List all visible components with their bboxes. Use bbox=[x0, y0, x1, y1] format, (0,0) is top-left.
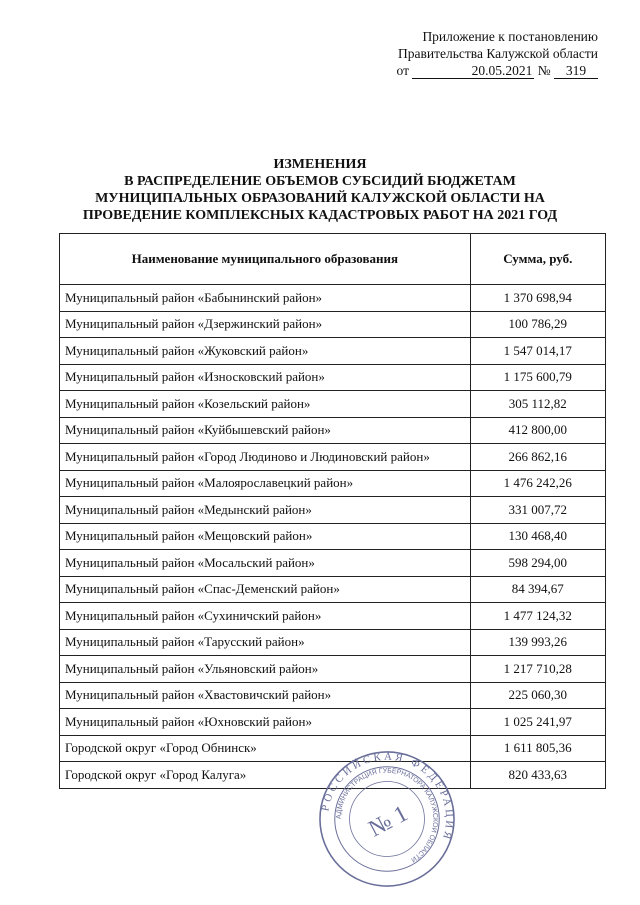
table-row bbox=[60, 285, 606, 312]
municipality-name: Городской округ «Город Обнинск» bbox=[60, 735, 471, 762]
seal-outer-text: РОССИЙСКАЯ ФЕДЕРАЦИЯ bbox=[319, 750, 456, 844]
subsidy-amount: 598 294,00 bbox=[470, 550, 605, 577]
appendix-line-2: Правительства Калужской области bbox=[397, 46, 598, 61]
table-row bbox=[60, 709, 606, 736]
title-line-4: ПРОВЕДЕНИЕ КОМПЛЕКСНЫХ КАДАСТРОВЫХ РАБОТ НА 2021 ГОД bbox=[82, 208, 558, 223]
subsidy-amount: 1 547 014,17 bbox=[470, 338, 605, 365]
number-label: № bbox=[537, 63, 551, 78]
subsidy-amount: 130 468,40 bbox=[470, 523, 605, 550]
document-title bbox=[0, 156, 640, 224]
municipality-name: Муниципальный район «Спас-Деменский район» bbox=[60, 576, 471, 603]
decree-number: 319 bbox=[554, 64, 598, 79]
table-row bbox=[60, 656, 606, 683]
title-line-1: ИЗМЕНЕНИЯ bbox=[273, 157, 367, 172]
table-row bbox=[60, 576, 606, 603]
subsidy-table bbox=[59, 233, 606, 789]
municipality-name: Муниципальный район «Износковский район» bbox=[60, 364, 471, 391]
subsidy-amount: 1 611 805,36 bbox=[470, 735, 605, 762]
municipality-name: Муниципальный район «Дзержинский район» bbox=[60, 311, 471, 338]
table-row bbox=[60, 603, 606, 630]
appendix-header bbox=[397, 28, 599, 79]
table-body bbox=[60, 285, 606, 789]
table-row bbox=[60, 550, 606, 577]
title-line-2: В РАСПРЕДЕЛЕНИЕ ОБЪЕМОВ СУБСИДИЙ БЮДЖЕТАМ bbox=[124, 174, 516, 189]
appendix-line-1: Приложение к постановлению bbox=[422, 29, 598, 44]
municipality-name: Муниципальный район «Тарусский район» bbox=[60, 629, 471, 656]
from-label: от bbox=[396, 63, 409, 78]
table-row bbox=[60, 523, 606, 550]
subsidy-amount: 225 060,30 bbox=[470, 682, 605, 709]
seal-number: № 1 bbox=[364, 800, 413, 843]
municipality-name: Муниципальный район «Город Людиново и Людиновский район» bbox=[60, 444, 471, 471]
municipality-name: Городской округ «Город Калуга» bbox=[60, 762, 471, 789]
title-line-3: МУНИЦИПАЛЬНЫХ ОБРАЗОВАНИЙ КАЛУЖСКОЙ ОБЛАСТИ НА bbox=[95, 191, 545, 206]
table-row bbox=[60, 682, 606, 709]
subsidy-amount: 84 394,67 bbox=[470, 576, 605, 603]
table-row bbox=[60, 497, 606, 524]
table-row bbox=[60, 338, 606, 365]
decree-date: 20.05.2021 bbox=[412, 64, 534, 79]
subsidy-amount: 1 175 600,79 bbox=[470, 364, 605, 391]
official-seal bbox=[318, 750, 456, 888]
municipality-name: Муниципальный район «Козельский район» bbox=[60, 391, 471, 418]
subsidy-amount: 1 217 710,28 bbox=[470, 656, 605, 683]
appendix-date-line bbox=[397, 62, 599, 79]
municipality-name: Муниципальный район «Жуковский район» bbox=[60, 338, 471, 365]
municipality-name: Муниципальный район «Медынский район» bbox=[60, 497, 471, 524]
table-row bbox=[60, 364, 606, 391]
column-header-sum: Сумма, руб. bbox=[470, 234, 605, 285]
municipality-name: Муниципальный район «Хвастовичский район» bbox=[60, 682, 471, 709]
municipality-name: Муниципальный район «Куйбышевский район» bbox=[60, 417, 471, 444]
table-row bbox=[60, 470, 606, 497]
table-row bbox=[60, 444, 606, 471]
column-header-name: Наименование муниципального образования bbox=[60, 234, 471, 285]
subsidy-amount: 100 786,29 bbox=[470, 311, 605, 338]
municipality-name: Муниципальный район «Бабынинский район» bbox=[60, 285, 471, 312]
table-row bbox=[60, 311, 606, 338]
subsidy-amount: 331 007,72 bbox=[470, 497, 605, 524]
subsidy-amount: 305 112,82 bbox=[470, 391, 605, 418]
municipality-name: Муниципальный район «Сухиничский район» bbox=[60, 603, 471, 630]
subsidy-amount: 412 800,00 bbox=[470, 417, 605, 444]
table-row bbox=[60, 391, 606, 418]
municipality-name: Муниципальный район «Мещовский район» bbox=[60, 523, 471, 550]
subsidy-amount: 266 862,16 bbox=[470, 444, 605, 471]
subsidy-amount: 1 477 124,32 bbox=[470, 603, 605, 630]
seal-inner-text: АДМИНИСТРАЦИЯ ГУБЕРНАТОРА КАЛУЖСКОЙ ОБЛАСТИ bbox=[335, 767, 439, 864]
municipality-name: Муниципальный район «Юхновский район» bbox=[60, 709, 471, 736]
subsidy-amount: 1 476 242,26 bbox=[470, 470, 605, 497]
municipality-name: Муниципальный район «Ульяновский район» bbox=[60, 656, 471, 683]
subsidy-amount: 139 993,26 bbox=[470, 629, 605, 656]
table-row bbox=[60, 417, 606, 444]
municipality-name: Муниципальный район «Мосальский район» bbox=[60, 550, 471, 577]
subsidy-amount: 1 370 698,94 bbox=[470, 285, 605, 312]
subsidy-amount: 1 025 241,97 bbox=[470, 709, 605, 736]
table-row bbox=[60, 629, 606, 656]
municipality-name: Муниципальный район «Малоярославецкий район» bbox=[60, 470, 471, 497]
subsidy-amount: 820 433,63 bbox=[470, 762, 605, 789]
table-header-row bbox=[60, 234, 606, 285]
